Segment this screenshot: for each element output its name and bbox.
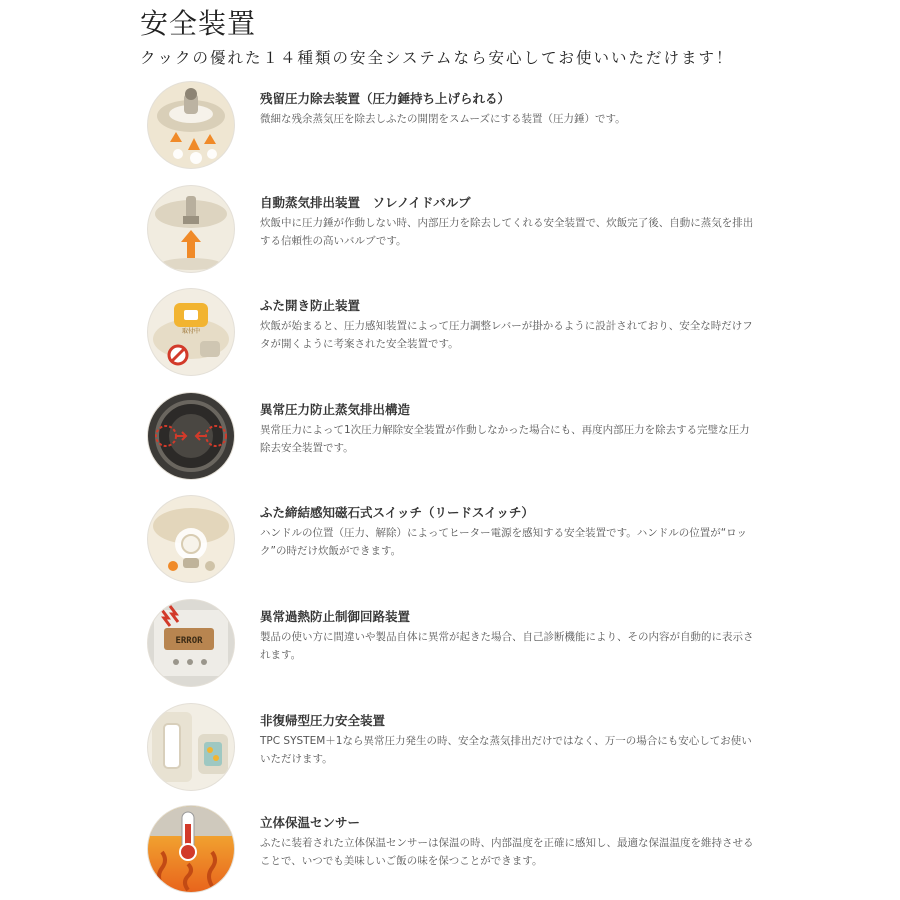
feature-description: 炊飯が始まると、圧力感知装置によって圧力調整レバーが掛かるように設計されており、安全な時だけフタが開くように考案された安全装置です。 [260, 320, 753, 350]
pressure-safety-icon [148, 704, 234, 790]
feature-description: 炊飯中に圧力錘が作動しない時、内部圧力を除去してくれる安全装置で、炊飯完了後、自動に蒸気を排出する信頼性の高いバルブです。 [260, 217, 754, 247]
feature-description: TPC SYSTEM＋1なら異常圧力発生の時、安全な蒸気排出だけではなく、万一の場合にも安心してお使いいただけます。 [260, 735, 752, 765]
feature-description: 製品の使い方に間違いや製品自体に異常が起きた場合、自己診断機能により、その内容が自動的に表示されます。 [260, 631, 754, 661]
feature-description: 微細な残余蒸気圧を除去しふたの開閉をスムーズにする装置（圧力錘）です。 [260, 113, 626, 125]
error-display-icon [148, 600, 234, 686]
feature-title: 異常過熱防止制御回路装置 [260, 609, 411, 624]
lid-lock-badge-text: 取付中 [181, 328, 201, 335]
lid-lock-icon [148, 289, 234, 375]
feature-item [148, 600, 848, 690]
page-subtitle: クックの優れた１４種類の安全システムなら安心してお使いいただけます！ [140, 49, 734, 67]
feature-title: ふた締結感知磁石式スイッチ（リードスイッチ） [260, 505, 534, 520]
pressure-weight-icon [148, 82, 234, 168]
feature-item [148, 82, 848, 172]
solenoid-valve-icon [148, 186, 234, 272]
feature-item [148, 289, 848, 379]
feature-description: 異常圧力によって1次圧力解除安全装置が作動しなかった場合にも、再度内部圧力を除去する完璧な圧力除去安全装置です。 [260, 424, 750, 454]
feature-title: 異常圧力防止蒸気排出構造 [260, 402, 411, 417]
error-badge-text: ERROR [175, 636, 203, 646]
steam-release-icon [148, 393, 234, 479]
feature-description: ハンドルの位置（圧力、解除）によってヒーター電源を感知する安全装置です。ハンドルの位置が“ロック”の時だけ炊飯ができます。 [260, 527, 747, 557]
feature-title: 立体保温センサー [260, 815, 361, 830]
feature-title: 非復帰型圧力安全装置 [260, 713, 386, 728]
feature-title: 自動蒸気排出装置 ソレノイドバルブ [260, 195, 471, 210]
heat-sensor-icon [148, 806, 234, 892]
feature-item [148, 806, 848, 896]
feature-title: 残留圧力除去装置（圧力錘持ち上げられる） [260, 91, 511, 106]
feature-item [148, 704, 848, 794]
feature-item [148, 496, 848, 586]
feature-title: ふた開き防止装置 [260, 298, 361, 313]
page-title: 安全装置 [140, 7, 257, 40]
reed-switch-icon [148, 496, 234, 582]
feature-description: ふたに装着された立体保温センサーは保温の時、内部温度を正確に感知し、最適な保温温度を維持させることで、いつでも美味しいご飯の味を保つことができます。 [260, 837, 754, 867]
feature-item [148, 393, 848, 483]
feature-item [148, 186, 848, 276]
